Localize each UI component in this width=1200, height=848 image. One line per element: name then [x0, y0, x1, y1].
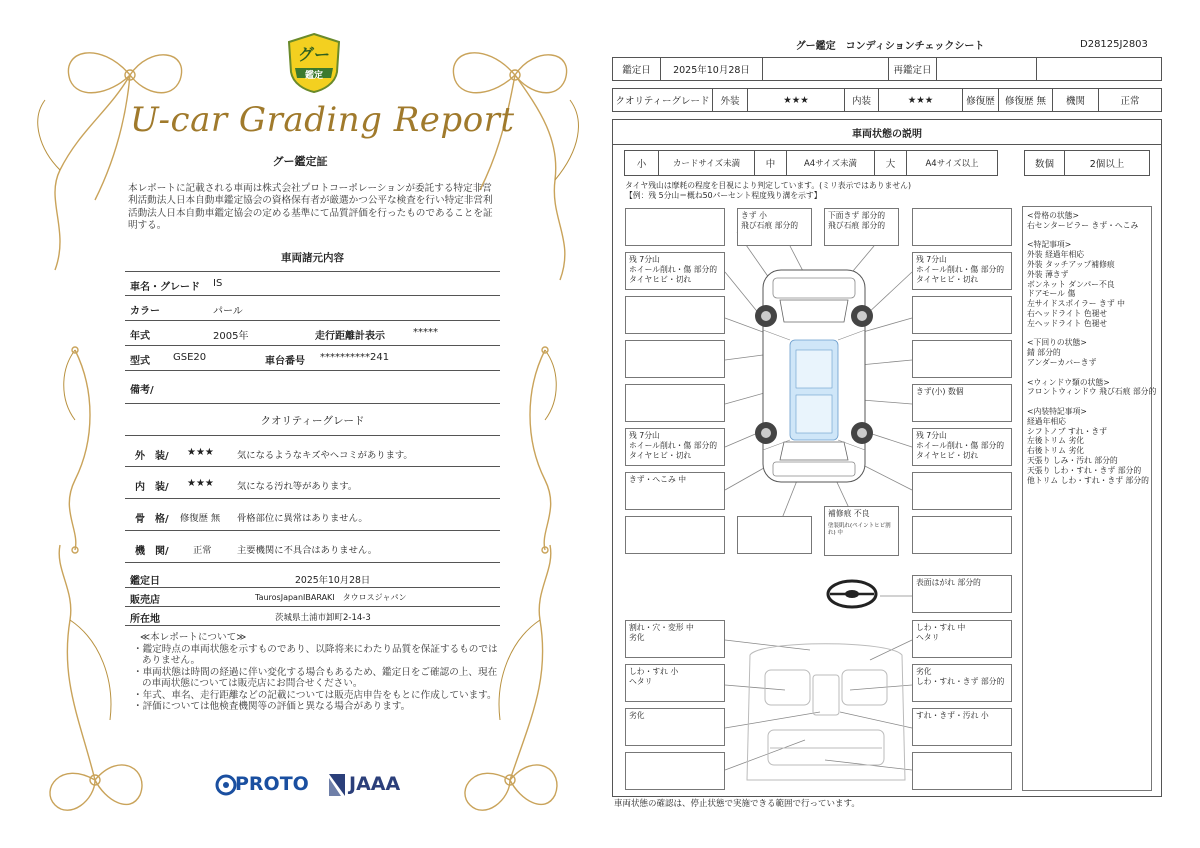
certificate-intro: 本レポートに記載される車両は株式会社プロトコーポレーションが委託する特定非営利活動法人日本自動車鑑定協会の資格保有者が厳選かつ公平な検査を行い特定非営利活動法人日本自動車鑑定協会の定める基準にて品質評価を行ったものであることを証明する。: [128, 183, 493, 232]
note-line: 残 7分山: [629, 255, 660, 264]
notes-line: 他トリム しわ・すれ・きず 部分的: [1027, 475, 1149, 485]
car-top-view: [763, 270, 865, 482]
note-rear-left: [625, 472, 725, 510]
notes-line: <下回りの状態>: [1027, 338, 1087, 348]
note-line: きず 小: [741, 211, 767, 220]
addr-label: 所在地: [130, 614, 160, 625]
notes-line: 天張り しわ・すれ・きず 部分的: [1027, 465, 1142, 475]
note-line: 劣化: [916, 667, 932, 676]
about-item: ・年式、車名、走行距離などの記載については販売店申告をもとに作成しています。: [133, 689, 497, 701]
note-line: 残 7分山: [916, 255, 947, 264]
note-line: ヘタリ: [916, 633, 940, 642]
size-mid-desc: A4サイズ未満: [787, 151, 875, 175]
sheet-number: D28125J2803: [1080, 39, 1148, 50]
jaaa-logo-icon: [327, 772, 347, 798]
note-line: きず・へこみ 中: [629, 475, 687, 484]
notes-line: 外装 経過年相応: [1027, 250, 1085, 260]
quality-stars: ★★★: [187, 478, 214, 489]
ext-value: ★★★: [748, 89, 845, 111]
script-title: U-car Grading Report: [130, 100, 515, 140]
notes-line: 天張り しみ・汚れ 部分的: [1027, 455, 1118, 465]
about-report: [128, 632, 498, 713]
sheet-footer: 車両状態の確認は、停止状態で実施できる範囲で行っています。: [614, 799, 860, 809]
notes-line: 左後トリム 劣化: [1027, 436, 1085, 446]
quality-row-frame: [125, 499, 500, 531]
about-item: ・鑑定時点の車両状態を示すものであり、以降将来にわたり品質を保証するものではありません。: [133, 643, 498, 666]
note-right-mid: [912, 384, 1012, 422]
note-blank: [737, 516, 812, 554]
note-blank: [625, 516, 725, 554]
shop-label: 販売店: [130, 595, 160, 606]
badge-top: グー: [297, 45, 330, 64]
note-line: ホイール削れ・傷 部分的: [629, 441, 718, 450]
note-blank: [625, 384, 725, 422]
model-label: 型式: [130, 356, 150, 367]
row-year: [125, 321, 500, 346]
date-value: 2025年10月28日: [661, 58, 763, 80]
certificate-heading: グー鑑定証: [272, 155, 328, 168]
quality-stars: 修復歴 無: [180, 513, 221, 524]
row-date: [125, 569, 500, 588]
notes-line: 右ヘッドライト 色褪せ: [1027, 308, 1108, 318]
notes-line: <内装特記事項>: [1027, 406, 1087, 416]
note-blank: [625, 752, 725, 790]
size-small-desc: カードサイズ未満: [659, 151, 755, 175]
note-blank: [912, 752, 1012, 790]
size-small: 小: [625, 151, 659, 175]
date-label: 鑑定日: [130, 576, 160, 587]
quality-label: 機 関/: [135, 546, 169, 557]
note-line-small: 塗装肌れ(ペイントヒビ割れ) 中: [828, 523, 891, 536]
note-tire-front-left: [625, 252, 725, 290]
jaaa-logo: JAAA: [349, 773, 401, 795]
name-value: IS: [213, 278, 223, 289]
int-value: ★★★: [879, 89, 963, 111]
repair-value: 修復歴 無: [999, 89, 1053, 111]
count-label: 数個: [1025, 151, 1065, 175]
notes-line: 左サイドスポイラー きず 中: [1027, 299, 1125, 309]
notes-line: 外装 タッチアップ補修痕: [1027, 259, 1115, 269]
notes-line: シフトノブ すれ・きず: [1027, 426, 1107, 436]
quality-text: 気になるようなキズやヘコミがあります。: [237, 450, 413, 461]
note-blank: [912, 340, 1012, 378]
quality-title: クオリティーグレード: [260, 415, 365, 427]
grade-label: クオリティーグレード: [613, 89, 713, 111]
note-line: タイヤヒビ・切れ: [629, 275, 692, 284]
notes-line: ドアモール 傷: [1027, 289, 1076, 299]
about-item: ・評価については他検査機関等の評価と異なる場合があります。: [133, 701, 411, 712]
note-line: タイヤヒビ・切れ: [916, 451, 979, 460]
bow-top-right: [453, 53, 578, 280]
notes-spacer: [1027, 329, 1147, 339]
note-front-center: [824, 208, 899, 246]
note-seat-right: [912, 664, 1012, 702]
side-left-flourish: [64, 347, 90, 553]
notes-spacer: [1027, 368, 1147, 378]
specs-title: 車両諸元内容: [281, 252, 344, 264]
int-label: 内装: [845, 89, 879, 111]
notes-line: アンダーカバーきず: [1027, 357, 1097, 367]
note-blank: [912, 516, 1012, 554]
bow-top-left: [38, 53, 182, 270]
shop-value: TaurosJapanIBARAKI タウロスジャパン: [255, 593, 407, 602]
note-line: 残 7分山: [629, 431, 660, 440]
color-value: パール: [213, 306, 243, 317]
note-line: ヘタリ: [629, 677, 653, 686]
tire-note-2: 【例：残 5分山＝概ね50パーセント程度残り溝を示す】: [625, 191, 822, 200]
row-name: [125, 271, 500, 296]
row-model: [125, 346, 500, 371]
year-value: 2005年: [213, 331, 249, 342]
sheet-title: グー鑑定 コンディションチェックシート: [795, 41, 985, 52]
note-line: 劣化: [629, 633, 645, 642]
proto-logo-icon: [215, 774, 237, 796]
odo-label: 走行距離計表示: [315, 331, 385, 342]
quality-row-engine: [125, 531, 500, 563]
note-blank: [625, 208, 725, 246]
remarks-label: 備考/: [130, 385, 154, 396]
row-address: [125, 607, 500, 626]
note-floor-left: [625, 708, 725, 746]
note-line: タイヤヒビ・切れ: [629, 451, 692, 460]
notes-line: 外装 薄きず: [1027, 269, 1069, 279]
note-steering: [912, 575, 1012, 613]
size-mid: 中: [755, 151, 787, 175]
notes-line: 経過年相応: [1027, 416, 1066, 426]
notes-line: 左ヘッドライト 色褪せ: [1027, 318, 1108, 328]
year-label: 年式: [130, 331, 150, 342]
tire-note-1: タイヤ残山は摩耗の程度を目視により判定しています。(ミリ表示ではありません): [625, 181, 911, 190]
about-title: ≪本レポートについて≫: [140, 632, 247, 643]
quality-text: 気になる汚れ等があります。: [237, 481, 358, 492]
note-line: ホイール削れ・傷 部分的: [629, 265, 718, 274]
logos: [215, 770, 415, 800]
quality-row-exterior: [125, 435, 500, 467]
note-line: 残 7分山: [916, 431, 947, 440]
row-remarks: [125, 371, 500, 404]
odo-value: *****: [413, 327, 438, 338]
date-label: 鑑定日: [613, 58, 661, 80]
note-blank: [912, 472, 1012, 510]
note-line: すれ・きず・汚れ 小: [916, 711, 989, 720]
notes-line: ボンネット ダンパー不良: [1027, 279, 1115, 289]
note-dash-left: [625, 620, 725, 658]
note-seat-left: [625, 664, 725, 702]
repair-label: 修復歴: [963, 89, 999, 111]
note-rear-center: [824, 506, 899, 556]
note-dash-right: [912, 620, 1012, 658]
note-line: しわ・すれ 中: [916, 623, 966, 632]
color-label: カラー: [130, 306, 160, 317]
note-line: 飛び石痕 部分的: [741, 221, 799, 230]
model-value: GSE20: [173, 352, 207, 363]
quality-label: 外 装/: [135, 451, 169, 462]
note-line: 下面きず 部分的: [828, 211, 886, 220]
note-line: 飛び石痕 部分的: [828, 221, 886, 230]
note-blank: [625, 340, 725, 378]
note-floor-right: [912, 708, 1012, 746]
size-large: 大: [875, 151, 907, 175]
note-front-left: [737, 208, 812, 246]
ext-label: 外装: [713, 89, 748, 111]
quality-label: 骨 格/: [135, 514, 169, 525]
condition-notes-column: [1022, 206, 1157, 791]
quality-text: 主要機関に不具合はありません。: [237, 545, 378, 556]
panel-title: 車両状態の説明: [613, 120, 1161, 145]
notes-line: <特記事項>: [1027, 240, 1072, 250]
size-large-desc: A4サイズ以上: [925, 159, 979, 169]
notes-line: <骨格の状態>: [1027, 211, 1080, 220]
note-line: 割れ・穴・変形 中: [629, 623, 694, 632]
notes-spacer: [1027, 397, 1147, 407]
badge-bottom: 鑑定: [304, 71, 323, 81]
quality-label: 内 装/: [135, 482, 169, 493]
name-label: 車名・グレード: [130, 282, 200, 293]
note-line: タイヤヒビ・切れ: [916, 275, 979, 284]
note-line: ホイール削れ・傷 部分的: [916, 265, 1005, 274]
notes-line: 右後トリム 劣化: [1027, 446, 1085, 456]
condition-check-sheet: [600, 0, 1200, 848]
notes-line: 錆 部分的: [1027, 348, 1061, 358]
quality-row-interior: [125, 467, 500, 499]
car-interior-view: [747, 644, 905, 780]
date-value: 2025年10月28日: [295, 575, 371, 586]
proto-logo: PROTO: [235, 773, 309, 795]
note-line: 表面はがれ 部分的: [916, 578, 981, 587]
note-blank: [912, 296, 1012, 334]
addr-value: 茨城県土浦市卸町2-14-3: [275, 613, 371, 623]
note-tire-front-right: [912, 252, 1012, 290]
chassis-value: **********241: [320, 352, 390, 363]
note-line: きず(小) 数個: [916, 387, 964, 396]
note-tire-rear-right: [912, 428, 1012, 466]
notes-line: フロントウィンドウ 飛び石痕 部分的: [1027, 387, 1157, 397]
notes-spacer: [1027, 231, 1147, 241]
reinspect-label: 再鑑定日: [889, 58, 937, 80]
note-line: 補修痕 不良: [828, 509, 870, 518]
note-line: 劣化: [629, 711, 645, 720]
note-tire-rear-left: [625, 428, 725, 466]
row-shop: [125, 588, 500, 607]
note-blank: [912, 208, 1012, 246]
quality-stars: 正常: [193, 545, 212, 556]
chassis-label: 車台番号: [265, 356, 305, 367]
note-line: ホイール削れ・傷 部分的: [916, 441, 1005, 450]
about-item: ・車両状態は時間の経過に伴い変化する場合もあるため、鑑定日をご確認の上、現在の車両状態については販売店にお問合せください。: [133, 666, 498, 689]
engine-value: 正常: [1120, 96, 1140, 107]
note-blank: [625, 296, 725, 334]
quality-stars: ★★★: [187, 447, 214, 458]
steering-wheel-icon: [828, 581, 876, 607]
side-right-flourish: [530, 347, 556, 553]
count-value: 2個以上: [1089, 159, 1125, 170]
note-line: しわ・すれ 小: [629, 667, 679, 676]
goo-badge: [285, 32, 343, 94]
notes-line: 右センターピラー きず・へこみ: [1027, 220, 1139, 230]
quality-text: 骨格部位に異常はありません。: [237, 513, 368, 524]
row-color: [125, 296, 500, 321]
notes-line: <ウィンドウ類の状態>: [1027, 377, 1110, 387]
engine-label: 機関: [1053, 89, 1099, 111]
note-line: しわ・すれ・きず 部分的: [916, 677, 1005, 686]
